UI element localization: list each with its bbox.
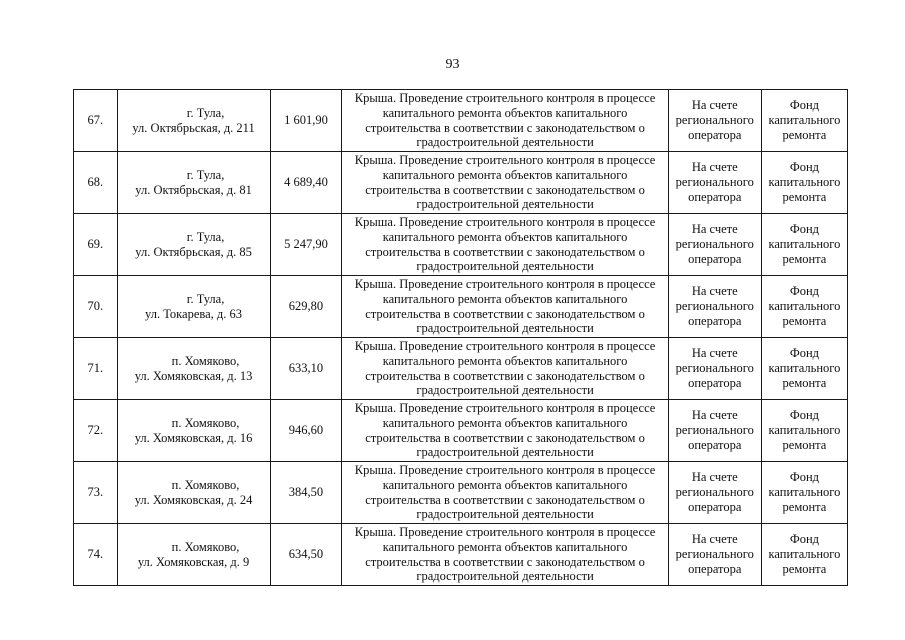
row-number: 72. <box>74 400 118 462</box>
row-number: 71. <box>74 338 118 400</box>
owner-line: оператора <box>688 499 742 514</box>
fund-line: ремонта <box>782 375 827 390</box>
cost-cell: 629,80 <box>270 276 342 338</box>
work-line: строительства в соответствии с законодательством о <box>365 368 645 383</box>
owner-line: регионального <box>675 361 754 376</box>
owner-line: оператора <box>688 189 742 204</box>
row-number: 69. <box>74 214 118 276</box>
fund-cell <box>761 338 847 400</box>
work-line: градостроительной деятельности <box>416 445 594 460</box>
work-line: градостроительной деятельности <box>416 507 594 522</box>
owner-line: регионального <box>675 485 754 500</box>
work-line: капитального ремонта объектов капитального <box>382 105 628 120</box>
cost-cell: 4 689,40 <box>270 152 342 214</box>
work-line: Крыша. Проведение строительного контроля в процессе <box>354 214 656 229</box>
work-description-cell <box>342 524 668 586</box>
owner-line: регионального <box>675 113 754 128</box>
address-locality: п. Хомяково, <box>171 353 240 368</box>
fund-cell <box>761 214 847 276</box>
owner-line: оператора <box>688 561 742 576</box>
owner-line: На счете <box>691 408 738 423</box>
fund-line: ремонта <box>782 251 827 266</box>
work-line: градостроительной деятельности <box>416 569 594 584</box>
owner-line: оператора <box>688 251 742 266</box>
work-line: капитального ремонта объектов капитального <box>382 539 628 554</box>
fund-line: ремонта <box>782 127 827 142</box>
fund-line: капитального <box>768 547 841 562</box>
address-cell <box>117 400 270 462</box>
work-line: Крыша. Проведение строительного контроля в процессе <box>354 152 656 167</box>
fund-line: ремонта <box>782 561 827 576</box>
address-street: ул. Токарева, д. 63 <box>145 306 243 321</box>
table-row <box>74 338 848 400</box>
address-street: ул. Октябрьская, д. 81 <box>135 182 252 197</box>
fund-line: Фонд <box>789 346 820 361</box>
work-line: строительства в соответствии с законодательством о <box>365 120 645 135</box>
address-cell <box>117 90 270 152</box>
fund-line: Фонд <box>789 470 820 485</box>
work-description-cell <box>342 214 668 276</box>
owner-line: На счете <box>691 222 738 237</box>
fund-line: капитального <box>768 485 841 500</box>
owner-line: регионального <box>675 299 754 314</box>
work-line: строительства в соответствии с законодательством о <box>365 492 645 507</box>
fund-cell <box>761 276 847 338</box>
work-line: Крыша. Проведение строительного контроля в процессе <box>354 90 656 105</box>
row-number: 73. <box>74 462 118 524</box>
table-row <box>74 400 848 462</box>
account-owner-cell <box>668 276 761 338</box>
table-row <box>74 462 848 524</box>
fund-line: ремонта <box>782 437 827 452</box>
fund-line: Фонд <box>789 532 820 547</box>
table-row <box>74 524 848 586</box>
address-street: ул. Хомяковская, д. 13 <box>134 368 253 383</box>
owner-line: На счете <box>691 346 738 361</box>
fund-line: Фонд <box>789 284 820 299</box>
address-street: ул. Хомяковская, д. 9 <box>137 554 250 569</box>
fund-line: капитального <box>768 423 841 438</box>
address-cell <box>117 276 270 338</box>
cost-cell: 946,60 <box>270 400 342 462</box>
fund-cell <box>761 462 847 524</box>
address-cell <box>117 462 270 524</box>
work-line: строительства в соответствии с законодательством о <box>365 430 645 445</box>
owner-line: оператора <box>688 127 742 142</box>
table-row <box>74 90 848 152</box>
account-owner-cell <box>668 90 761 152</box>
fund-line: ремонта <box>782 313 827 328</box>
cost-cell: 1 601,90 <box>270 90 342 152</box>
work-description-cell <box>342 276 668 338</box>
account-owner-cell <box>668 462 761 524</box>
work-line: капитального ремонта объектов капитального <box>382 477 628 492</box>
work-line: капитального ремонта объектов капитального <box>382 415 628 430</box>
row-number: 68. <box>74 152 118 214</box>
owner-line: оператора <box>688 313 742 328</box>
fund-line: капитального <box>768 113 841 128</box>
owner-line: На счете <box>691 532 738 547</box>
cost-cell: 634,50 <box>270 524 342 586</box>
page-number: 93 <box>445 57 460 72</box>
work-line: Крыша. Проведение строительного контроля в процессе <box>354 400 656 415</box>
owner-line: регионального <box>675 237 754 252</box>
address-cell <box>117 214 270 276</box>
work-line: капитального ремонта объектов капитального <box>382 291 628 306</box>
repair-works-table <box>73 89 848 586</box>
owner-line: регионального <box>675 175 754 190</box>
account-owner-cell <box>668 152 761 214</box>
address-locality: г. Тула, <box>186 167 225 182</box>
address-locality: п. Хомяково, <box>171 415 240 430</box>
work-line: Крыша. Проведение строительного контроля в процессе <box>354 276 656 291</box>
owner-line: На счете <box>691 98 738 113</box>
work-line: капитального ремонта объектов капитального <box>382 353 628 368</box>
work-description-cell <box>342 90 668 152</box>
work-line: градостроительной деятельности <box>416 135 594 150</box>
cost-cell: 633,10 <box>270 338 342 400</box>
fund-line: Фонд <box>789 160 820 175</box>
work-line: Крыша. Проведение строительного контроля в процессе <box>354 338 656 353</box>
owner-line: оператора <box>688 375 742 390</box>
work-line: строительства в соответствии с законодательством о <box>365 182 645 197</box>
cost-cell: 384,50 <box>270 462 342 524</box>
account-owner-cell <box>668 524 761 586</box>
row-number: 67. <box>74 90 118 152</box>
address-cell <box>117 524 270 586</box>
work-line: Крыша. Проведение строительного контроля в процессе <box>354 462 656 477</box>
fund-line: капитального <box>768 361 841 376</box>
address-locality: г. Тула, <box>186 291 225 306</box>
owner-line: регионального <box>675 547 754 562</box>
owner-line: На счете <box>691 284 738 299</box>
address-street: ул. Октябрьская, д. 85 <box>135 244 252 259</box>
fund-line: капитального <box>768 175 841 190</box>
work-description-cell <box>342 338 668 400</box>
account-owner-cell <box>668 400 761 462</box>
fund-line: Фонд <box>789 222 820 237</box>
cost-cell: 5 247,90 <box>270 214 342 276</box>
address-street: ул. Октябрьская, д. 211 <box>132 120 255 135</box>
work-description-cell <box>342 152 668 214</box>
address-locality: г. Тула, <box>186 105 225 120</box>
address-street: ул. Хомяковская, д. 16 <box>134 430 253 445</box>
owner-line: оператора <box>688 437 742 452</box>
address-cell <box>117 338 270 400</box>
work-line: строительства в соответствии с законодательством о <box>365 554 645 569</box>
table-row <box>74 214 848 276</box>
work-line: градостроительной деятельности <box>416 259 594 274</box>
work-description-cell <box>342 400 668 462</box>
work-line: строительства в соответствии с законодательством о <box>365 244 645 259</box>
work-line: капитального ремонта объектов капитального <box>382 229 628 244</box>
work-line: градостроительной деятельности <box>416 321 594 336</box>
work-description-cell <box>342 462 668 524</box>
fund-line: ремонта <box>782 499 827 514</box>
fund-cell <box>761 152 847 214</box>
account-owner-cell <box>668 338 761 400</box>
table-row <box>74 152 848 214</box>
fund-cell <box>761 400 847 462</box>
fund-line: капитального <box>768 237 841 252</box>
fund-line: Фонд <box>789 408 820 423</box>
work-line: градостроительной деятельности <box>416 197 594 212</box>
fund-line: Фонд <box>789 98 820 113</box>
row-number: 70. <box>74 276 118 338</box>
address-locality: п. Хомяково, <box>171 539 240 554</box>
work-line: градостроительной деятельности <box>416 383 594 398</box>
work-line: Крыша. Проведение строительного контроля в процессе <box>354 524 656 539</box>
row-number: 74. <box>74 524 118 586</box>
address-cell <box>117 152 270 214</box>
work-line: капитального ремонта объектов капитального <box>382 167 628 182</box>
address-street: ул. Хомяковская, д. 24 <box>134 492 253 507</box>
address-locality: п. Хомяково, <box>171 477 240 492</box>
fund-line: ремонта <box>782 189 827 204</box>
work-line: строительства в соответствии с законодательством о <box>365 306 645 321</box>
address-locality: г. Тула, <box>186 229 225 244</box>
fund-line: капитального <box>768 299 841 314</box>
fund-cell <box>761 90 847 152</box>
owner-line: регионального <box>675 423 754 438</box>
owner-line: На счете <box>691 470 738 485</box>
account-owner-cell <box>668 214 761 276</box>
fund-cell <box>761 524 847 586</box>
table-row <box>74 276 848 338</box>
owner-line: На счете <box>691 160 738 175</box>
